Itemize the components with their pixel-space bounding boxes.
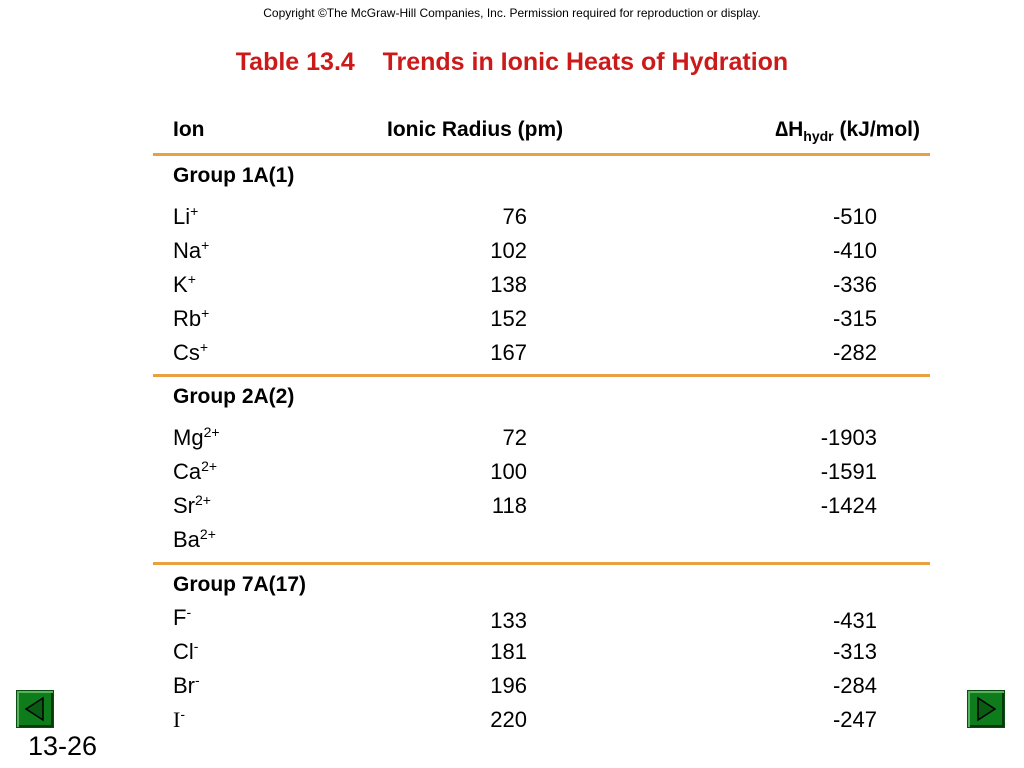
table-row	[0, 272, 1024, 302]
ion-symbol: $Ca^{2+}$	[173, 458, 218, 484]
heat-of-hydration-value: -247	[832, 707, 877, 732]
heat-of-hydration-value: -431	[832, 608, 877, 633]
triangle-left-icon	[21, 695, 49, 723]
ion-symbol: I-	[173, 706, 185, 732]
group-divider	[153, 374, 930, 377]
ion-charge: -	[195, 672, 200, 688]
heat-of-hydration-value: -410	[832, 238, 877, 263]
slide-number: 13-26	[28, 731, 98, 761]
heat-of-hydration-value: -282	[832, 340, 877, 365]
ionic-radius-value: 118	[491, 493, 527, 518]
ionic-radius-value: 102	[490, 238, 527, 263]
table-row	[0, 527, 1024, 557]
ion-symbol: Cs+	[173, 339, 209, 365]
triangle-right-icon	[972, 695, 1000, 723]
ion-symbol: $Mg^{2+}$	[173, 424, 220, 450]
ionic-radius-value: 76	[502, 204, 527, 229]
ionic-radius-value: 133	[490, 608, 527, 633]
ion-symbol: $Sr^{2+}$	[173, 492, 211, 518]
table-row	[0, 238, 1024, 268]
table-row	[0, 459, 1024, 489]
ionic-radius-value: 152	[490, 306, 527, 331]
delta-h-symbol: ∆H	[775, 118, 804, 141]
group-divider	[153, 562, 930, 565]
heat-of-hydration-value: -284	[832, 673, 877, 698]
ion-charge: +	[201, 237, 210, 253]
ion-symbol: F-	[173, 604, 192, 630]
table-row	[0, 673, 1024, 703]
ion-charge: -	[186, 604, 192, 620]
group-heading: Group 7A(17)	[173, 573, 307, 596]
ion-charge: 2+	[195, 492, 211, 508]
table-row	[0, 425, 1024, 455]
ion-symbol: Rb+	[173, 305, 210, 331]
header-divider	[153, 153, 930, 156]
heat-of-hydration-value: -510	[832, 204, 877, 229]
ionic-radius-value: 220	[490, 707, 527, 732]
ion-charge: +	[199, 339, 209, 355]
ionic-radius-value: 72	[502, 425, 527, 450]
ionic-radius-value: 181	[490, 639, 527, 664]
ionic-radius-value: 138	[490, 272, 527, 297]
header-heat-of-hydration	[775, 118, 920, 142]
heat-of-hydration-value: -1903	[820, 425, 877, 450]
ion-symbol: $Ba^{2+}$	[173, 526, 216, 552]
ion-charge: 2+	[199, 526, 216, 542]
ionic-radius-value: 196	[490, 673, 527, 698]
heat-of-hydration-value: -336	[832, 272, 877, 297]
heat-of-hydration-value: -1591	[820, 459, 877, 484]
ion-symbol: Na+	[173, 237, 210, 263]
ion-charge: +	[190, 203, 199, 219]
unit-label: (kJ/mol)	[833, 118, 920, 141]
heat-of-hydration-value: -313	[832, 639, 877, 664]
table-row	[0, 340, 1024, 370]
previous-slide-button[interactable]	[16, 690, 54, 728]
hydr-subscript: hydr	[803, 128, 834, 144]
group-heading: Group 1A(1)	[173, 164, 295, 187]
table-row	[0, 306, 1024, 336]
group-heading: Group 2A(2)	[173, 385, 295, 408]
ion-charge: -	[180, 706, 185, 722]
ion-charge: -	[193, 638, 199, 654]
next-slide-button[interactable]	[967, 690, 1005, 728]
table-row	[0, 707, 1024, 737]
header-ion: Ion	[173, 118, 205, 141]
table-row	[0, 639, 1024, 669]
header-ionic-radius: Ionic Radius (pm)	[387, 118, 564, 141]
ion-symbol: Cl-	[173, 638, 199, 664]
ion-charge: 2+	[203, 424, 220, 440]
ionic-radius-value: 167	[490, 340, 527, 365]
heat-of-hydration-value: -1424	[820, 493, 877, 518]
table-row	[0, 605, 1024, 635]
ion-charge: +	[201, 305, 210, 321]
ion-symbol: K+	[173, 271, 196, 297]
ionic-radius-value: 100	[490, 459, 527, 484]
table-row	[0, 493, 1024, 523]
copyright-notice: Copyright ©The McGraw-Hill Companies, Inc. Permission required for reproduction or display.	[263, 6, 761, 20]
ion-symbol: Li+	[173, 203, 199, 229]
ion-charge: +	[187, 271, 196, 287]
ion-charge: 2+	[201, 458, 218, 474]
table-title: Table 13.4 Trends in Ionic Heats of Hydration	[235, 48, 789, 76]
table-row	[0, 204, 1024, 234]
heat-of-hydration-value: -315	[832, 306, 877, 331]
ion-symbol: Br-	[173, 672, 200, 698]
